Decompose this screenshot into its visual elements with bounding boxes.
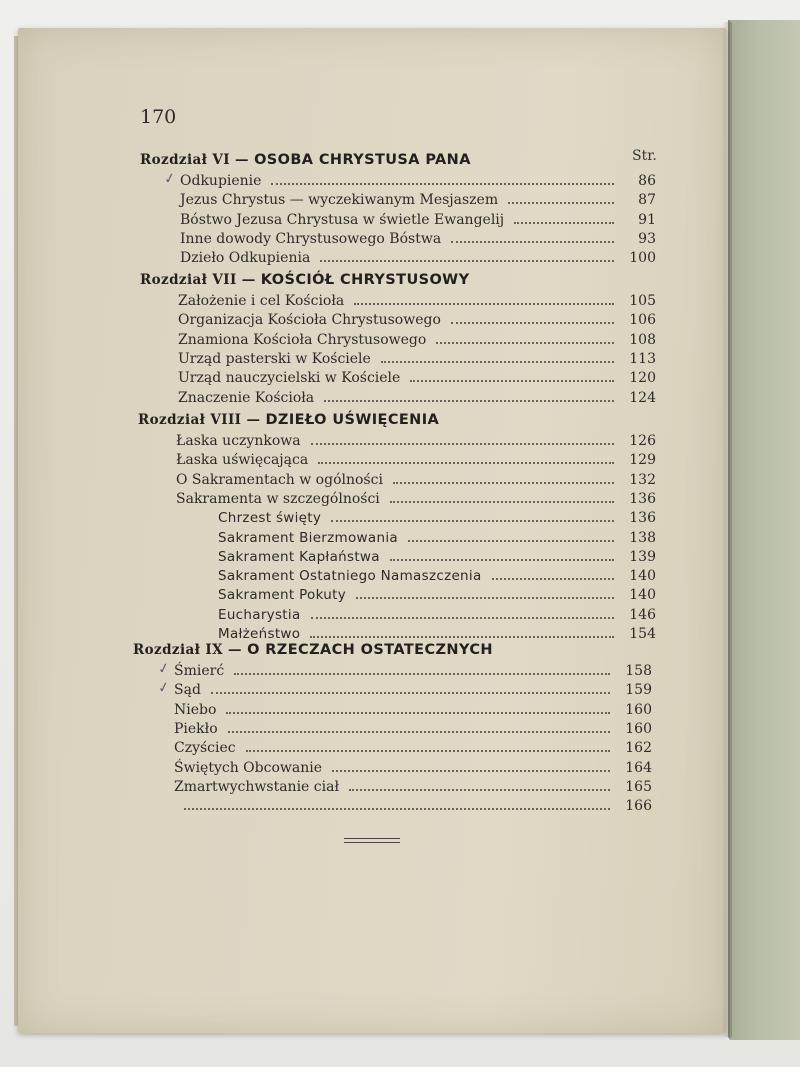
entry-page-number: 113 [629,350,656,367]
entry-title: Łaska uświęcająca [176,452,309,469]
dot-leader [320,260,614,262]
entry-title: Niebo [174,701,217,718]
toc-entry [174,779,652,797]
end-rule [344,838,400,839]
entry-title: Jezus Chrystus — wyczekiwanym Mesjaszem [180,192,499,209]
dot-leader [393,482,614,484]
toc-entry [174,702,652,720]
chapter-heading [140,272,469,288]
dot-leader [184,808,610,810]
pencil-check-icon: ✓ [162,169,178,189]
chapter-number: Rozdział VII — [140,272,261,288]
entry-title: Urząd nauczycielski w Kościele [178,370,401,387]
entry-page-number: 105 [629,293,656,309]
entry-page-number: 129 [629,452,656,469]
entry-title: Małżeństwo [218,626,301,642]
entry-page-number: 154 [629,626,656,642]
toc-entry [180,212,656,230]
dot-leader [410,380,614,382]
end-rule [344,842,400,843]
toc-subentry [218,568,656,586]
chapter-heading [140,152,471,168]
entry-page-number: 165 [625,778,652,795]
entry-page-number: 138 [629,529,656,546]
entry-page-number: 124 [629,389,656,406]
entry-page-number: 160 [625,720,652,737]
dot-leader [390,501,614,503]
entry-title: Inne dowody Chrystusowego Bóstwa [180,230,442,247]
chapter-title: KOŚCIÓŁ CHRYSTUSOWY [260,272,470,288]
entry-page-number: 164 [625,759,652,776]
entry-page-number: 136 [629,490,656,507]
toc-subentry [218,510,656,528]
entry-page-number: 86 [638,173,656,189]
dot-leader [311,443,614,445]
dot-leader [354,303,614,305]
entry-page-number: 140 [629,568,656,585]
chapter-number: Rozdział VIII — [138,412,266,428]
entry-title: Dzieło Odkupienia [180,250,311,267]
entry-page-number: 160 [625,701,652,718]
dot-leader [451,322,614,324]
chapter-title: OSOBA CHRYSTUSA PANA [254,152,471,168]
dot-leader [390,559,614,561]
toc-entry [174,663,652,681]
entry-title: Zmartwychwstanie ciał [174,778,339,795]
entry-title: Sakrament Bierzmowania [218,529,398,546]
page-gutter-shadow [722,22,732,1037]
dot-leader [311,617,614,619]
entry-page-number: 132 [629,471,656,488]
dot-leader [451,241,614,243]
entry-page-number: 166 [625,798,652,815]
entry-title: Sakramenta w szczególności [176,490,380,507]
toc-entry [178,370,656,388]
entry-title: Odkupienie [180,173,262,189]
chapter-number: Rozdział IX — [133,642,248,658]
entry-page-number: 91 [638,211,656,228]
toc-entry [174,740,652,758]
entry-title: Bóstwo Jezusa Chrystusa w świetle Ewangelij [180,211,505,228]
entry-page-number: 106 [629,312,656,329]
dot-leader [331,520,614,522]
toc-entry [176,491,656,509]
entry-title: Czyściec [174,740,236,757]
pencil-check-icon: ✓ [156,679,172,698]
dot-leader [318,462,614,464]
entry-title: Eucharystia [218,606,301,623]
dot-leader [514,222,614,224]
page-number: 170 [140,106,177,128]
dot-leader [226,712,610,714]
entry-page-number: 93 [638,230,656,247]
entry-title: Urząd pasterski w Kościele [178,350,371,367]
entry-title: Organizacja Kościoła Chrystusowego [178,312,441,329]
entry-page-number: 108 [629,331,656,348]
book-cover [728,20,800,1040]
toc-subentry [218,530,656,548]
toc-entry [176,452,656,470]
toc-entry [176,433,656,451]
entry-page-number: 146 [629,606,656,623]
entry-page-number: 136 [629,510,656,527]
toc-entry [174,798,652,816]
entry-title: Znaczenie Kościoła [178,389,315,406]
dot-leader [234,673,610,675]
dot-leader [324,400,614,402]
entry-title: Założenie i cel Kościoła [178,293,345,309]
toc-entry [174,721,652,739]
dot-leader [211,692,610,694]
dot-leader [356,597,614,599]
toc-entry [178,293,656,311]
dot-leader [246,750,610,752]
toc-entry [178,351,656,369]
dot-leader [332,770,610,772]
dot-leader [349,789,610,791]
toc-subentry [218,549,656,567]
entry-title: Świętych Obcowanie [174,759,322,776]
toc-entry [178,390,656,408]
dot-leader [408,540,614,542]
toc-subentry [218,607,656,625]
toc-entry [180,231,656,249]
entry-title: Sakrament Kapłaństwa [218,548,380,565]
entry-page-number: 158 [625,663,652,679]
dot-leader [228,731,610,733]
chapter-title: O RZECZACH OSTATECZNYCH [247,642,493,658]
toc-entry [174,682,652,700]
dot-leader [381,361,614,363]
dot-leader [310,636,614,638]
toc-entry [180,173,656,191]
toc-entry [174,760,652,778]
entry-title: Sąd [174,682,201,699]
entry-title: Śmierć [174,663,225,679]
entry-page-number: 126 [629,433,656,449]
toc-entry [180,192,656,210]
entry-page-number: 100 [629,250,656,267]
entry-page-number: 120 [629,370,656,387]
entry-title: Sakrament Pokuty [218,587,347,604]
chapter-number: Rozdział VI — [140,152,255,168]
toc-entry [180,250,656,268]
entry-title: Sakrament Ostatniego Namaszczenia [218,568,482,585]
pencil-check-icon: ✓ [156,659,172,679]
dot-leader [436,342,614,344]
entry-page-number: 139 [629,548,656,565]
dot-leader [492,578,614,580]
toc-entry [176,472,656,490]
entry-title: O Sakramentach w ogólności [176,471,383,488]
entry-page-number: 159 [625,682,652,699]
entry-page-number: 162 [625,740,652,757]
chapter-title: DZIEŁO UŚWIĘCENIA [265,412,440,428]
toc-entry [178,312,656,330]
chapter-heading [133,642,493,658]
dot-leader [271,183,614,185]
entry-page-number: 140 [629,587,656,604]
entry-page-number: 87 [638,192,656,209]
page-column-label: Str. [632,148,657,164]
toc-subentry [218,587,656,605]
chapter-heading [138,412,439,428]
dot-leader [508,202,614,204]
entry-title: Piekło [174,720,218,737]
entry-title: Chrzest święty [218,510,322,527]
toc-entry [178,332,656,350]
entry-title: Łaska uczynkowa [176,433,301,449]
entry-title: Znamiona Kościoła Chrystusowego [178,331,427,348]
